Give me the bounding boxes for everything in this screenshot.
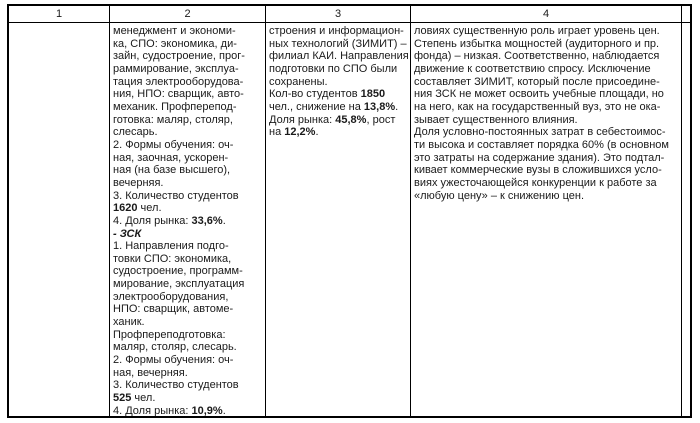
body-cell-4: ловиях существенную роль играет уровень цен. Степень избытка мощностей (аудиторного и пр. фонда) – низкая. Соответственно, наблюдается движение к соответствию спросу. Исключение составляет ЗИМИТ, который после присоедине- ния ЗСК не может освоить учебные площади, но на него, как на государственный вуз, это не ока- зывает существенного влияния. Доля условно-постоянных затрат в себестоимос- ти высока и составляет порядка 60% (в основном это затраты на содержание здания). Это подтал- кивает коммерческие вузы в сложившихся усло- виях ужесточающейся конкуренции к работе за «любую цену» – к снижению цен.	[411, 23, 682, 416]
header-label-2: 2	[184, 8, 191, 20]
content-table	[7, 4, 692, 418]
body-cell-2: менеджмент и экономи- ка, СПО: экономика, ди- зайн, судостроение, прог- раммирование, эксплуа- тация электрооборудова- ния, НПО: сварщик, авто- механик. Профперепод- готовка: маляр, столяр, слесарь. 2. Формы обучения: оч- ная, заочная, ускорен- ная (на базе высшего), вечерняя. 3. Количество студентов 1620 чел. 4. Доля рынка: 33,6%. - ЗСК 1. Направления подго- товки СПО: экономика, судостроение, программ- мирование, эксплуатация электрооборудования, НПО: сварщик, автоме- ханик. Профпереподготовка: маляр, столяр, слесарь. 2. Формы обучения: оч- ная, вечерняя. 3. Количество студентов 525 чел. 4. Доля рынка: 10,9%.	[110, 23, 266, 416]
header-cell-3	[266, 6, 411, 23]
header-label-1: 1	[55, 8, 63, 20]
body-cell-3: строения и информацион- ных технологий (ЗИМИТ) – филиал КАИ. Направления подготовки по СПО были сохранены. Кол-во студентов 1850 чел., снижение на 13,8%. Доля рынка: 45,8%, рост на 12,2%.	[266, 23, 411, 416]
header-label-3: 3	[334, 8, 342, 20]
body-cell-1	[9, 23, 110, 416]
header-cell-2	[110, 6, 266, 23]
body-cell-spacer	[682, 23, 690, 416]
header-cell-1	[9, 6, 110, 23]
header-cell-spacer	[682, 6, 690, 23]
header-label-4: 4	[542, 8, 550, 20]
header-cell-4	[411, 6, 682, 23]
